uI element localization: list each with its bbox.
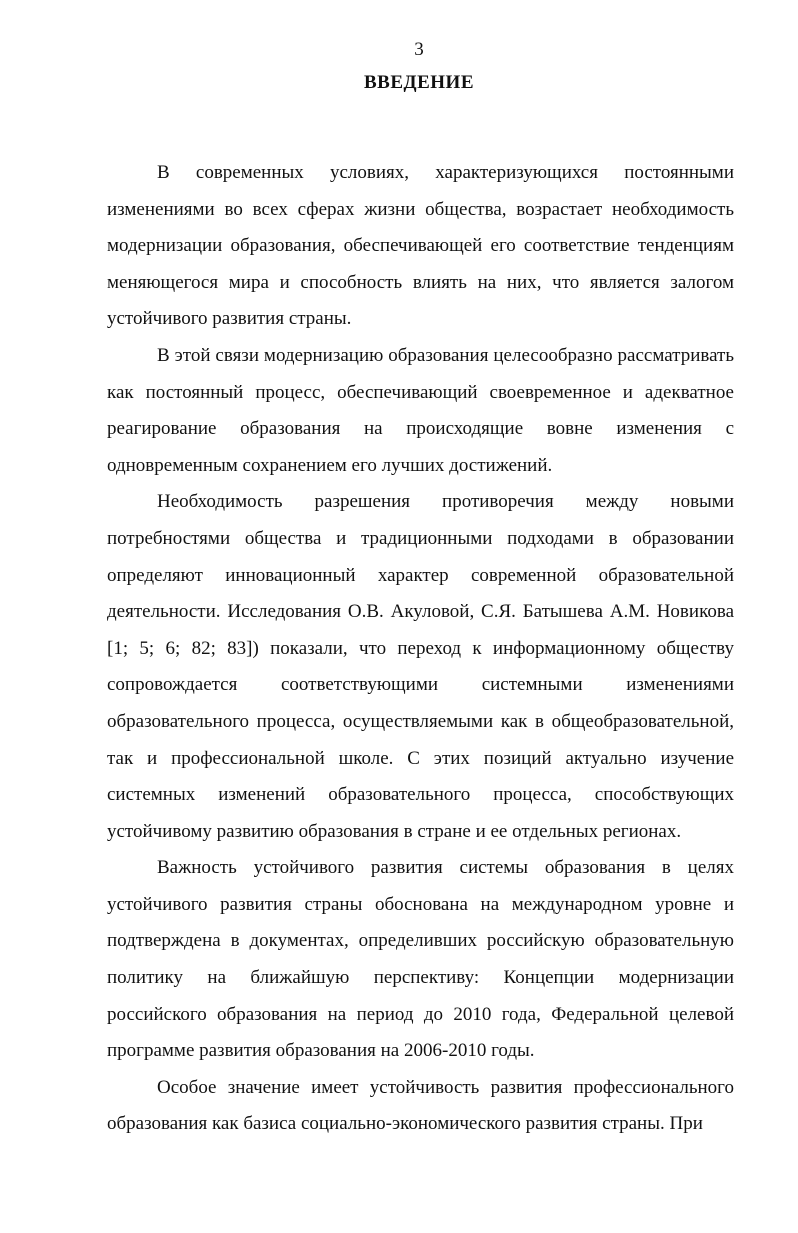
paragraph: Важность устойчивого развития системы образования в целях устойчивого развития страны обоснована на международном уровне и подтверждена в документах, определивших российскую образовательную политику на ближайшую перспективу: Концепции модернизации российского образования на период до 2010 года, Федеральной целевой программе развития образования на 2006-2010 годы.: [107, 857, 734, 1062]
paragraph: В этой связи модернизацию образования целесообразно рассматривать как постоянный процесс, обеспечивающий своевременное и адекватное реагирование образования на происходящие вовне изменения с одновременным сохранением его лучших достижений.: [107, 344, 734, 476]
paragraph: Необходимость разрешения противоречия между новыми потребностями общества и традиционными подходами в образовании определяют инновационный характер современной образовательной деятельности. Исследования О.В. Акуловой, С.Я. Батышева А.М. Новикова [1; 5; 6; 82; 83]) показали, что переход к информационному обществу сопровождается соответствующими системными изменениями образовательного процесса, осуществляемыми как в общеобразовательной, так и профессиональной школе. С этих позиций актуально изучение системных изменений образовательного процесса, способствующих устойчивому развитию образования в стране и ее отдельных регионах.: [107, 491, 734, 842]
section-heading: ВВЕДЕНИЕ: [364, 72, 474, 93]
body-text: [107, 155, 734, 1143]
page-number: 3: [414, 39, 424, 60]
paragraph: Особое значение имеет устойчивость развития профессионального образования как базиса социально-экономического развития страны. При: [107, 1076, 734, 1135]
paragraph: В современных условиях, характеризующихся постоянными изменениями во всех сферах жизни общества, возрастает необходимость модернизации образования, обеспечивающей его соответствие тенденциям меняющегося мира и способность влиять на них, что является залогом устойчивого развития страны.: [107, 162, 734, 330]
